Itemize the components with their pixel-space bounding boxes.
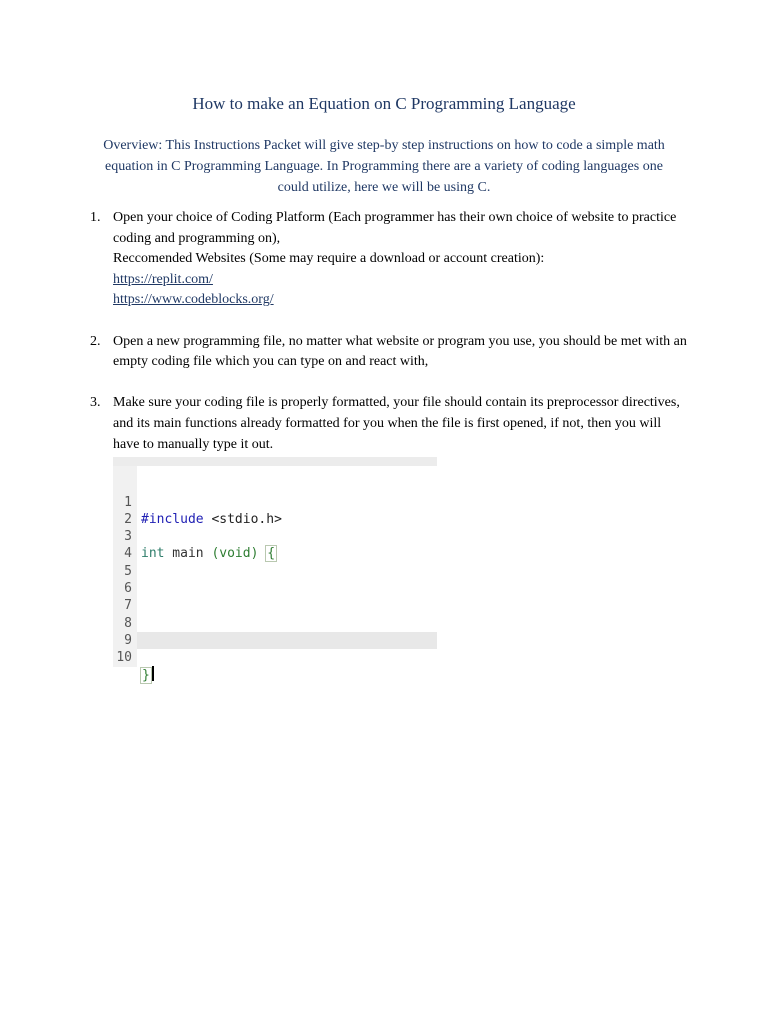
step-number: 2.: [90, 333, 101, 349]
step-3: [88, 393, 688, 455]
replit-link[interactable]: https://replit.com/: [113, 271, 213, 287]
code-line: [113, 615, 437, 648]
line-number: 5: [124, 564, 132, 579]
codeblocks-link[interactable]: https://www.codeblocks.org/: [113, 292, 274, 308]
function-params: (void): [211, 546, 259, 561]
code-line: [113, 563, 437, 596]
text-cursor: [152, 666, 154, 681]
line-number: 8: [124, 616, 132, 631]
type-keyword: int: [141, 546, 165, 561]
function-name: main: [164, 546, 212, 561]
step-number: 3.: [90, 395, 101, 411]
preprocessor-directive: #include: [141, 512, 204, 527]
close-brace: }: [142, 668, 150, 683]
step-3-text: Make sure your coding file is properly formatted, your file should contain its preprocessor directives, and its main functions already formatted for you when the file is first opened, if not, then you will have to manually type it out.: [113, 395, 680, 452]
code-line: [113, 546, 437, 579]
code-line: [113, 580, 437, 613]
header-file: <stdio.h>: [203, 512, 282, 527]
line-number: 9: [124, 633, 132, 648]
line-number: 10: [116, 650, 132, 665]
code-line: [113, 598, 437, 631]
line-number: 3: [124, 529, 132, 544]
overview-paragraph: Overview: This Instructions Packet will give step-by step instructions on how to code a simple math equation in C Programming Language. In Programming there are a variety of coding languages one could utilize, here we will be using C.: [103, 138, 665, 195]
step-2-text: Open a new programming file, no matter what website or program you use, you should be met with an empty coding file which you can type on and react with,: [113, 333, 687, 370]
code-line: [113, 477, 437, 527]
step-2: [88, 332, 688, 373]
document-title: How to make an Equation on C Programming Language: [192, 94, 576, 113]
step-1-text: Open your choice of Coding Platform (Each programmer has their own choice of website to practice coding and programming on),: [113, 210, 677, 246]
line-number: 4: [124, 546, 132, 561]
line-number: 7: [124, 598, 132, 613]
recommended-websites-label: Reccomended Websites (Some may require a download or account creation):: [113, 251, 545, 267]
code-line: [113, 511, 437, 561]
line-number: 6: [124, 581, 132, 596]
step-1: [88, 208, 688, 311]
line-number: 1: [124, 495, 132, 510]
open-brace: {: [267, 546, 276, 561]
code-line: [113, 632, 437, 683]
line-number: 2: [124, 512, 132, 527]
step-number: 1.: [90, 210, 101, 225]
editor-top-bar: [113, 457, 437, 466]
instruction-steps: [88, 208, 688, 476]
code-editor-screenshot: [113, 457, 437, 683]
